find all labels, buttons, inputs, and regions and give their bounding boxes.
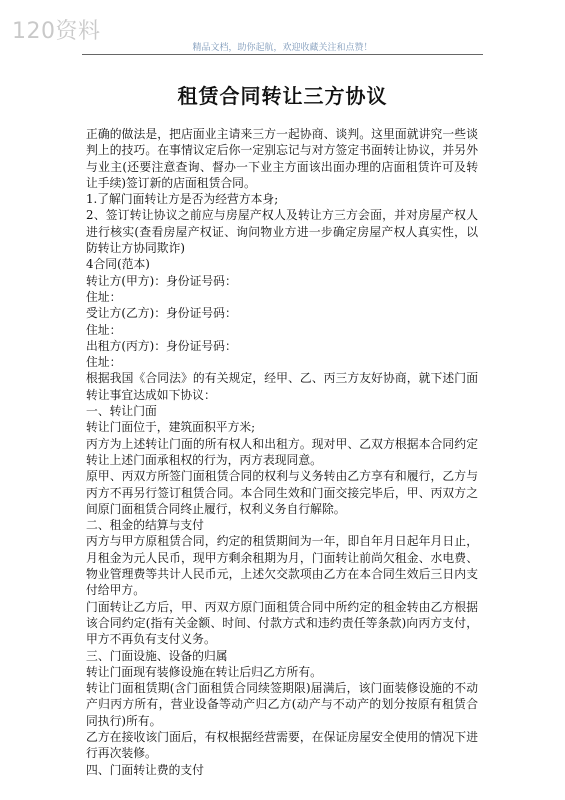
paragraph: 丙方与甲方原租赁合同，约定的租赁期间为一年，即自年月日起年月日止，月租金为元人民币，现甲方剩余租期为月，门面转让前尚欠租金、水电费、物业管理费等共计人民币元，上述欠交款项由乙方在本合同生效后三日内支付给甲方。 xyxy=(86,534,478,598)
section-heading: 三、门面设施、设备的归属 xyxy=(86,648,228,663)
section-heading: 一、转让门面 xyxy=(86,404,157,419)
header-note: 精品文档，助你起航，欢迎收藏关注和点赞！ xyxy=(192,43,373,53)
paragraph: 丙方为上述转让门面的所有权人和出租方。现对甲、乙双方根据本合同约定转让上述门面承租权的行为，丙方表现同意。 xyxy=(86,436,478,467)
paragraph: 住址： xyxy=(86,355,122,370)
paragraph: 根据我国《合同法》的有关规定，经甲、乙、丙三方友好协商，就下述门面转让事宜达成如下协议： xyxy=(86,371,478,402)
paragraph: 乙方在接收该门面后，有权根据经营需要，在保证房屋安全使用的情况下进行再次装修。 xyxy=(86,729,478,761)
document-body xyxy=(86,126,478,778)
paragraph: 4合同(范本) xyxy=(86,257,150,272)
paragraph: 正确的做法是，把店面业主请来三方一起协商、谈判。这里面就讲究一些谈判上的技巧。在事情议定后你一定别忘记与对方签定书面转让协议，并另外与业主(还要注意查询、督办一下业主方面该出面办理的店面租赁许可及转让手续)签订新的店面租赁合同。 xyxy=(86,127,478,190)
paragraph: 2、签订转让协议之前应与房屋产权人及转让方三方会面，并对房屋产权人进行核实(查看房屋产权证、询问物业方进一步确定房屋产权人真实性，以防转让方协同欺诈) xyxy=(86,208,478,256)
paragraph: 出租方(丙方)：身份证号码： xyxy=(86,338,237,353)
paragraph: 受让方(乙方)：身份证号码： xyxy=(86,306,237,321)
paragraph: 门面转让乙方后，甲、丙双方原门面租赁合同中所约定的租金转由乙方根据该合同约定(指有关金额、时间、付款方式和违约责任等条款)向丙方支付，甲方不再负有支付义务。 xyxy=(86,599,478,647)
header-divider xyxy=(82,54,483,55)
paragraph: 转让门面位于，建筑面积平方米; xyxy=(86,420,256,435)
paragraph: 住址： xyxy=(86,322,122,337)
paragraph: 1.了解门面转让方是否为经营方本身; xyxy=(86,192,279,207)
document-title: 租赁合同转让三方协议 xyxy=(177,84,388,108)
paragraph: 原甲、丙双方所签门面租赁合同的权利与义务转由乙方享有和履行，乙方与丙方不再另行签订租赁合同。本合同生效和门面交接完毕后，甲、丙双方之间原门面租赁合同终止履行，权利义务自行解除。 xyxy=(86,469,478,516)
paragraph: 住址： xyxy=(86,289,122,304)
section-heading: 四、门面转让费的支付 xyxy=(86,762,204,777)
paragraph: 转让方(甲方)：身份证号码： xyxy=(86,273,237,288)
watermark-logo: 120资料 xyxy=(12,19,101,44)
paragraph: 转让门面租赁期(含门面租赁合同续签期限)届满后，该门面装修设施的不动产归丙方所有，营业设备等动产归乙方(动产与不动产的划分按原有租赁合同执行)所有。 xyxy=(86,681,478,728)
section-heading: 二、租金的结算与支付 xyxy=(86,518,204,533)
paragraph: 转让门面现有装修设施在转让后归乙方所有。 xyxy=(86,664,322,679)
